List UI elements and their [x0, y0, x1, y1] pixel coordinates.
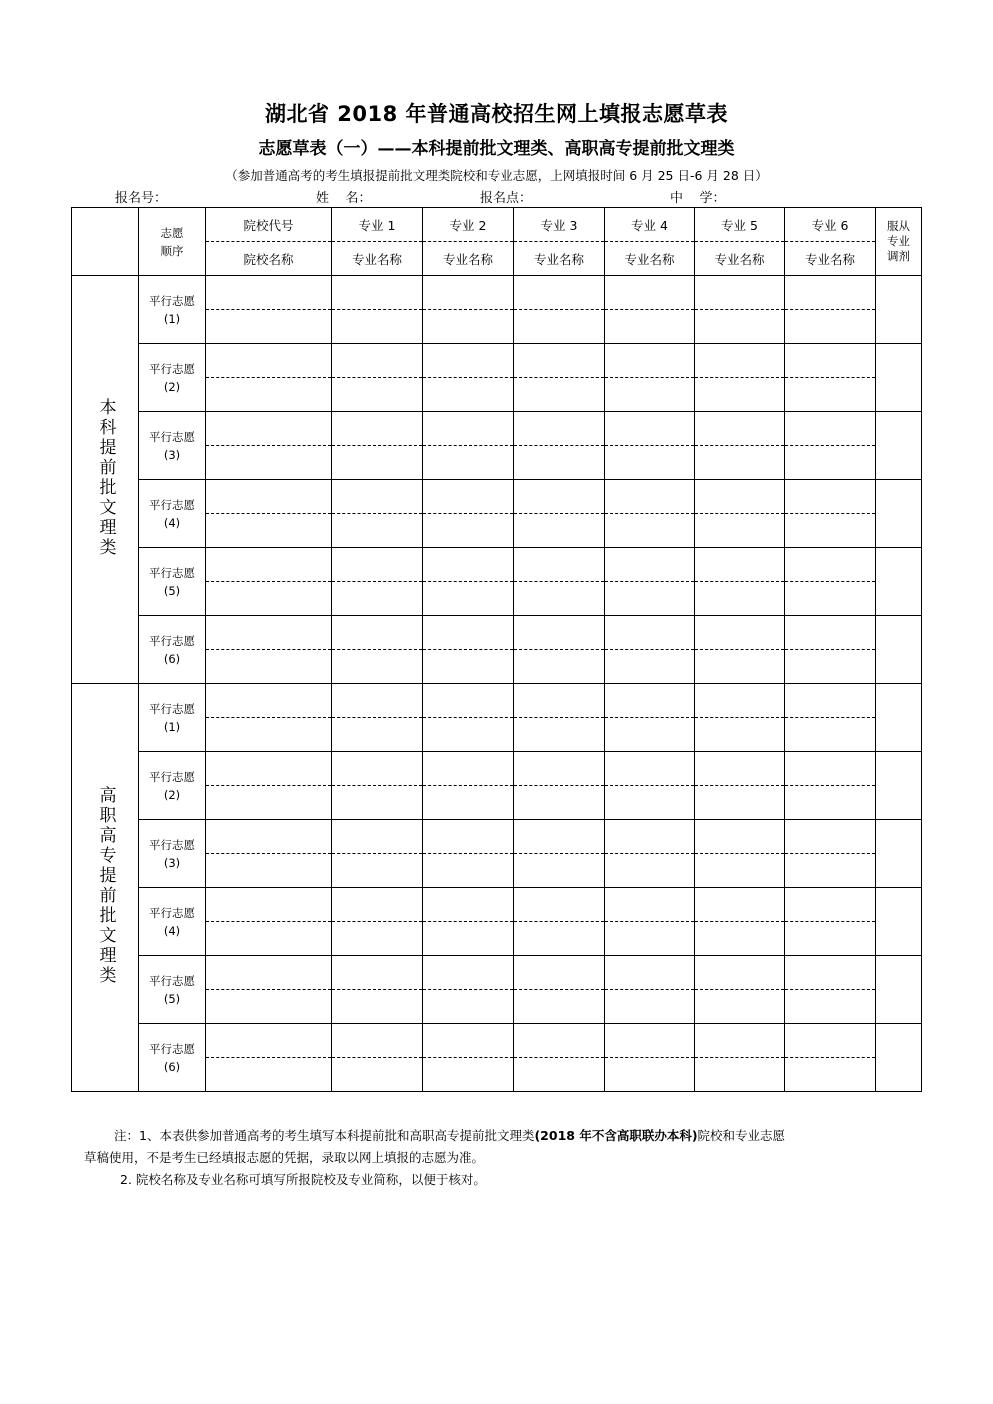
major-name-cell[interactable] — [785, 446, 876, 480]
major-name-cell[interactable] — [695, 854, 785, 888]
major-code-cell[interactable] — [514, 276, 605, 310]
major-name-cell[interactable] — [423, 1058, 514, 1092]
major-name-cell[interactable] — [514, 922, 605, 956]
major-name-cell[interactable] — [332, 1058, 423, 1092]
parallel-choice-label: 平行志愿 (4) — [139, 480, 206, 548]
major-name-cell[interactable] — [423, 310, 514, 344]
section-label-text: 高职高专提前批文理类 — [95, 786, 116, 986]
college-code-cell[interactable] — [206, 752, 332, 786]
parallel-choice-label: 平行志愿 (2) — [139, 344, 206, 412]
major-name-cell[interactable] — [332, 310, 423, 344]
major-name-cell[interactable] — [514, 990, 605, 1024]
college-name-cell[interactable] — [206, 650, 332, 684]
major-name-cell[interactable] — [605, 922, 695, 956]
major-code-cell[interactable] — [332, 820, 423, 854]
major-code-cell[interactable] — [332, 1024, 423, 1058]
major-name-cell[interactable] — [695, 310, 785, 344]
major-name-cell[interactable] — [695, 718, 785, 752]
adjust-cell[interactable] — [876, 548, 922, 616]
form-subtitle: 志愿草表（一）——本科提前批文理类、高职高专提前批文理类 — [258, 139, 735, 159]
major-name-cell[interactable] — [514, 718, 605, 752]
major-code-cell[interactable] — [605, 684, 695, 718]
section-header-blank — [72, 208, 139, 276]
major-code-cell[interactable] — [785, 616, 876, 650]
major-name-cell[interactable] — [785, 514, 876, 548]
major-code-cell[interactable] — [332, 956, 423, 990]
major-code-cell[interactable] — [695, 752, 785, 786]
major-name-cell[interactable] — [695, 446, 785, 480]
major-code-cell[interactable] — [605, 752, 695, 786]
major-name-cell[interactable] — [423, 514, 514, 548]
section-label-text: 本科提前批文理类 — [95, 398, 116, 558]
major-name-cell[interactable] — [785, 922, 876, 956]
major-code-cell[interactable] — [605, 956, 695, 990]
college-name-cell[interactable] — [206, 446, 332, 480]
major-code-cell[interactable] — [605, 888, 695, 922]
major-code-cell[interactable] — [695, 548, 785, 582]
major-code-cell[interactable] — [423, 412, 514, 446]
adjust-cell[interactable] — [876, 820, 922, 888]
major-name-cell[interactable] — [785, 378, 876, 412]
major-code-cell[interactable] — [332, 412, 423, 446]
footnote-line-1-bold: (2018 年不含高职联办本科) — [534, 1128, 698, 1143]
major-name-header: 专业名称 — [695, 242, 785, 276]
major-3-header: 专业 3 — [514, 208, 605, 242]
major-name-cell[interactable] — [605, 378, 695, 412]
major-name-cell[interactable] — [514, 650, 605, 684]
college-code-cell[interactable] — [206, 480, 332, 514]
college-code-cell[interactable] — [206, 276, 332, 310]
major-code-cell[interactable] — [605, 820, 695, 854]
college-name-cell[interactable] — [206, 1058, 332, 1092]
major-code-cell[interactable] — [785, 344, 876, 378]
college-code-cell[interactable] — [206, 684, 332, 718]
major-code-cell[interactable] — [332, 548, 423, 582]
college-name-cell[interactable] — [206, 990, 332, 1024]
major-name-cell[interactable] — [423, 854, 514, 888]
major-name-cell[interactable] — [785, 582, 876, 616]
parallel-choice-label: 平行志愿 (6) — [139, 616, 206, 684]
section-label — [72, 276, 139, 684]
major-name-cell[interactable] — [332, 514, 423, 548]
major-code-cell[interactable] — [423, 548, 514, 582]
major-name-cell[interactable] — [514, 378, 605, 412]
major-code-cell[interactable] — [514, 616, 605, 650]
college-name-cell[interactable] — [206, 582, 332, 616]
major-code-cell[interactable] — [605, 276, 695, 310]
major-name-cell[interactable] — [332, 378, 423, 412]
college-code-cell[interactable] — [206, 412, 332, 446]
major-code-cell[interactable] — [605, 616, 695, 650]
major-code-cell[interactable] — [332, 684, 423, 718]
college-name-cell[interactable] — [206, 718, 332, 752]
major-code-cell[interactable] — [332, 480, 423, 514]
major-code-cell[interactable] — [695, 480, 785, 514]
major-code-cell[interactable] — [514, 344, 605, 378]
college-name-cell[interactable] — [206, 922, 332, 956]
adjust-cell[interactable] — [876, 684, 922, 752]
college-code-cell[interactable] — [206, 548, 332, 582]
major-name-cell[interactable] — [332, 582, 423, 616]
parallel-choice-label: 平行志愿 (2) — [139, 752, 206, 820]
parallel-choice-label: 平行志愿 (3) — [139, 412, 206, 480]
major-name-cell[interactable] — [332, 786, 423, 820]
major-name-cell[interactable] — [695, 922, 785, 956]
major-name-cell[interactable] — [695, 378, 785, 412]
college-code-cell[interactable] — [206, 820, 332, 854]
college-code-header: 院校代号 — [206, 208, 332, 242]
major-code-cell[interactable] — [332, 888, 423, 922]
major-code-cell[interactable] — [514, 820, 605, 854]
major-code-cell[interactable] — [423, 1024, 514, 1058]
parallel-choice-label: 平行志愿 (1) — [139, 684, 206, 752]
name-label: 姓 名： — [316, 191, 372, 206]
major-code-cell[interactable] — [695, 412, 785, 446]
major-name-header: 专业名称 — [423, 242, 514, 276]
major-code-cell[interactable] — [514, 956, 605, 990]
college-name-cell[interactable] — [206, 514, 332, 548]
major-code-cell[interactable] — [785, 820, 876, 854]
major-name-cell[interactable] — [423, 990, 514, 1024]
major-code-cell[interactable] — [785, 480, 876, 514]
major-name-cell[interactable] — [605, 514, 695, 548]
major-code-cell[interactable] — [785, 548, 876, 582]
major-name-cell[interactable] — [332, 718, 423, 752]
parallel-choice-label: 平行志愿 (1) — [139, 276, 206, 344]
major-name-cell[interactable] — [695, 990, 785, 1024]
major-name-cell[interactable] — [695, 1058, 785, 1092]
major-name-cell[interactable] — [605, 854, 695, 888]
college-code-cell[interactable] — [206, 1024, 332, 1058]
major-code-cell[interactable] — [332, 276, 423, 310]
major-code-cell[interactable] — [785, 276, 876, 310]
major-code-cell[interactable] — [423, 480, 514, 514]
major-code-cell[interactable] — [605, 344, 695, 378]
major-code-cell[interactable] — [423, 820, 514, 854]
major-name-cell[interactable] — [332, 650, 423, 684]
major-name-cell[interactable] — [423, 922, 514, 956]
major-code-cell[interactable] — [695, 820, 785, 854]
major-name-cell[interactable] — [332, 922, 423, 956]
major-name-cell[interactable] — [785, 718, 876, 752]
major-name-cell[interactable] — [514, 446, 605, 480]
major-name-header: 专业名称 — [332, 242, 423, 276]
major-name-cell[interactable] — [695, 786, 785, 820]
major-code-cell[interactable] — [695, 956, 785, 990]
major-name-cell[interactable] — [695, 582, 785, 616]
major-code-cell[interactable] — [423, 752, 514, 786]
college-code-cell[interactable] — [206, 616, 332, 650]
major-code-cell[interactable] — [514, 412, 605, 446]
adjust-cell[interactable] — [876, 480, 922, 548]
major-code-cell[interactable] — [514, 752, 605, 786]
registration-number-label: 报名号： — [115, 191, 168, 206]
parallel-choice-label: 平行志愿 (5) — [139, 956, 206, 1024]
adjust-cell[interactable] — [876, 888, 922, 956]
major-code-cell[interactable] — [514, 1024, 605, 1058]
major-name-cell[interactable] — [785, 854, 876, 888]
adjust-cell[interactable] — [876, 276, 922, 344]
major-code-cell[interactable] — [785, 752, 876, 786]
major-name-cell[interactable] — [423, 378, 514, 412]
major-code-cell[interactable] — [785, 684, 876, 718]
school-label: 中 学： — [670, 191, 726, 206]
major-name-cell[interactable] — [605, 718, 695, 752]
college-code-cell[interactable] — [206, 344, 332, 378]
registration-site-label: 报名点： — [480, 191, 533, 206]
major-name-cell[interactable] — [514, 310, 605, 344]
major-2-header: 专业 2 — [423, 208, 514, 242]
adjust-cell[interactable] — [876, 412, 922, 480]
footnote-line-1b: 院校和专业志愿 — [697, 1128, 786, 1143]
adjust-header: 服从 专业 调剂 — [876, 208, 922, 276]
major-name-cell[interactable] — [785, 786, 876, 820]
major-code-cell[interactable] — [332, 344, 423, 378]
major-code-cell[interactable] — [605, 548, 695, 582]
major-code-cell[interactable] — [695, 1024, 785, 1058]
major-name-cell[interactable] — [514, 1058, 605, 1092]
major-name-cell[interactable] — [423, 650, 514, 684]
major-name-cell[interactable] — [785, 990, 876, 1024]
major-name-cell[interactable] — [332, 854, 423, 888]
footnote-line-3: 2. 院校名称及专业名称可填写所报院校及专业简称，以便于核对。 — [120, 1172, 486, 1187]
major-5-header: 专业 5 — [695, 208, 785, 242]
major-code-cell[interactable] — [332, 752, 423, 786]
college-name-cell[interactable] — [206, 310, 332, 344]
major-name-cell[interactable] — [605, 990, 695, 1024]
major-name-cell[interactable] — [605, 650, 695, 684]
major-name-cell[interactable] — [605, 786, 695, 820]
major-name-cell[interactable] — [605, 582, 695, 616]
major-code-cell[interactable] — [785, 1024, 876, 1058]
filing-time-note: （参加普通高考的考生填报提前批文理类院校和专业志愿，上网填报时间 6 月 25 日-6 月 28 日） — [225, 168, 768, 183]
major-name-cell[interactable] — [514, 854, 605, 888]
parallel-choice-label: 平行志愿 (4) — [139, 888, 206, 956]
major-code-cell[interactable] — [695, 276, 785, 310]
college-name-cell[interactable] — [206, 378, 332, 412]
major-name-cell[interactable] — [332, 446, 423, 480]
college-name-cell[interactable] — [206, 854, 332, 888]
major-name-cell[interactable] — [605, 446, 695, 480]
major-code-cell[interactable] — [785, 956, 876, 990]
parallel-choice-label: 平行志愿 (5) — [139, 548, 206, 616]
major-name-cell[interactable] — [785, 310, 876, 344]
major-code-cell[interactable] — [605, 480, 695, 514]
major-code-cell[interactable] — [605, 412, 695, 446]
footnote — [84, 1125, 914, 1191]
adjust-cell[interactable] — [876, 344, 922, 412]
adjust-cell[interactable] — [876, 752, 922, 820]
footnote-line-1a: 注：1、本表供参加普通高考的考生填写本科提前批和高职高专提前批文理类 — [114, 1128, 535, 1143]
major-name-header: 专业名称 — [605, 242, 695, 276]
parallel-choice-label: 平行志愿 (6) — [139, 1024, 206, 1092]
major-name-cell[interactable] — [514, 582, 605, 616]
major-6-header: 专业 6 — [785, 208, 876, 242]
major-name-cell[interactable] — [785, 1058, 876, 1092]
major-name-cell[interactable] — [695, 650, 785, 684]
major-code-cell[interactable] — [695, 684, 785, 718]
major-code-cell[interactable] — [423, 684, 514, 718]
college-name-cell[interactable] — [206, 786, 332, 820]
major-name-cell[interactable] — [605, 310, 695, 344]
major-code-cell[interactable] — [785, 412, 876, 446]
major-4-header: 专业 4 — [605, 208, 695, 242]
major-name-cell[interactable] — [332, 990, 423, 1024]
major-name-cell[interactable] — [785, 650, 876, 684]
major-code-cell[interactable] — [514, 684, 605, 718]
major-name-cell[interactable] — [423, 582, 514, 616]
college-name-header: 院校名称 — [206, 242, 332, 276]
adjust-cell[interactable] — [876, 956, 922, 1024]
major-name-cell[interactable] — [514, 514, 605, 548]
college-code-cell[interactable] — [206, 888, 332, 922]
major-name-cell[interactable] — [423, 718, 514, 752]
parallel-choice-label: 平行志愿 (3) — [139, 820, 206, 888]
adjust-cell[interactable] — [876, 616, 922, 684]
major-code-cell[interactable] — [423, 344, 514, 378]
major-code-cell[interactable] — [514, 480, 605, 514]
major-name-cell[interactable] — [514, 786, 605, 820]
college-code-cell[interactable] — [206, 956, 332, 990]
major-code-cell[interactable] — [695, 344, 785, 378]
sequence-header: 志愿 顺序 — [139, 208, 206, 276]
major-code-cell[interactable] — [605, 1024, 695, 1058]
major-code-cell[interactable] — [695, 616, 785, 650]
footnote-line-2: 草稿使用，不是考生已经填报志愿的凭据，录取以网上填报的志愿为准。 — [84, 1150, 485, 1165]
major-name-cell[interactable] — [423, 446, 514, 480]
page-title: 湖北省 2018 年普通高校招生网上填报志愿草表 — [264, 102, 729, 126]
major-code-cell[interactable] — [423, 616, 514, 650]
major-code-cell[interactable] — [785, 888, 876, 922]
major-code-cell[interactable] — [423, 276, 514, 310]
major-name-cell[interactable] — [423, 786, 514, 820]
major-name-header: 专业名称 — [785, 242, 876, 276]
major-code-cell[interactable] — [332, 616, 423, 650]
major-code-cell[interactable] — [423, 956, 514, 990]
major-code-cell[interactable] — [423, 888, 514, 922]
major-name-cell[interactable] — [605, 1058, 695, 1092]
major-1-header: 专业 1 — [332, 208, 423, 242]
application-form-table — [71, 207, 922, 1092]
section-label — [72, 684, 139, 1092]
major-name-cell[interactable] — [695, 514, 785, 548]
major-code-cell[interactable] — [695, 888, 785, 922]
major-code-cell[interactable] — [514, 888, 605, 922]
major-name-header: 专业名称 — [514, 242, 605, 276]
adjust-cell[interactable] — [876, 1024, 922, 1092]
major-code-cell[interactable] — [514, 548, 605, 582]
